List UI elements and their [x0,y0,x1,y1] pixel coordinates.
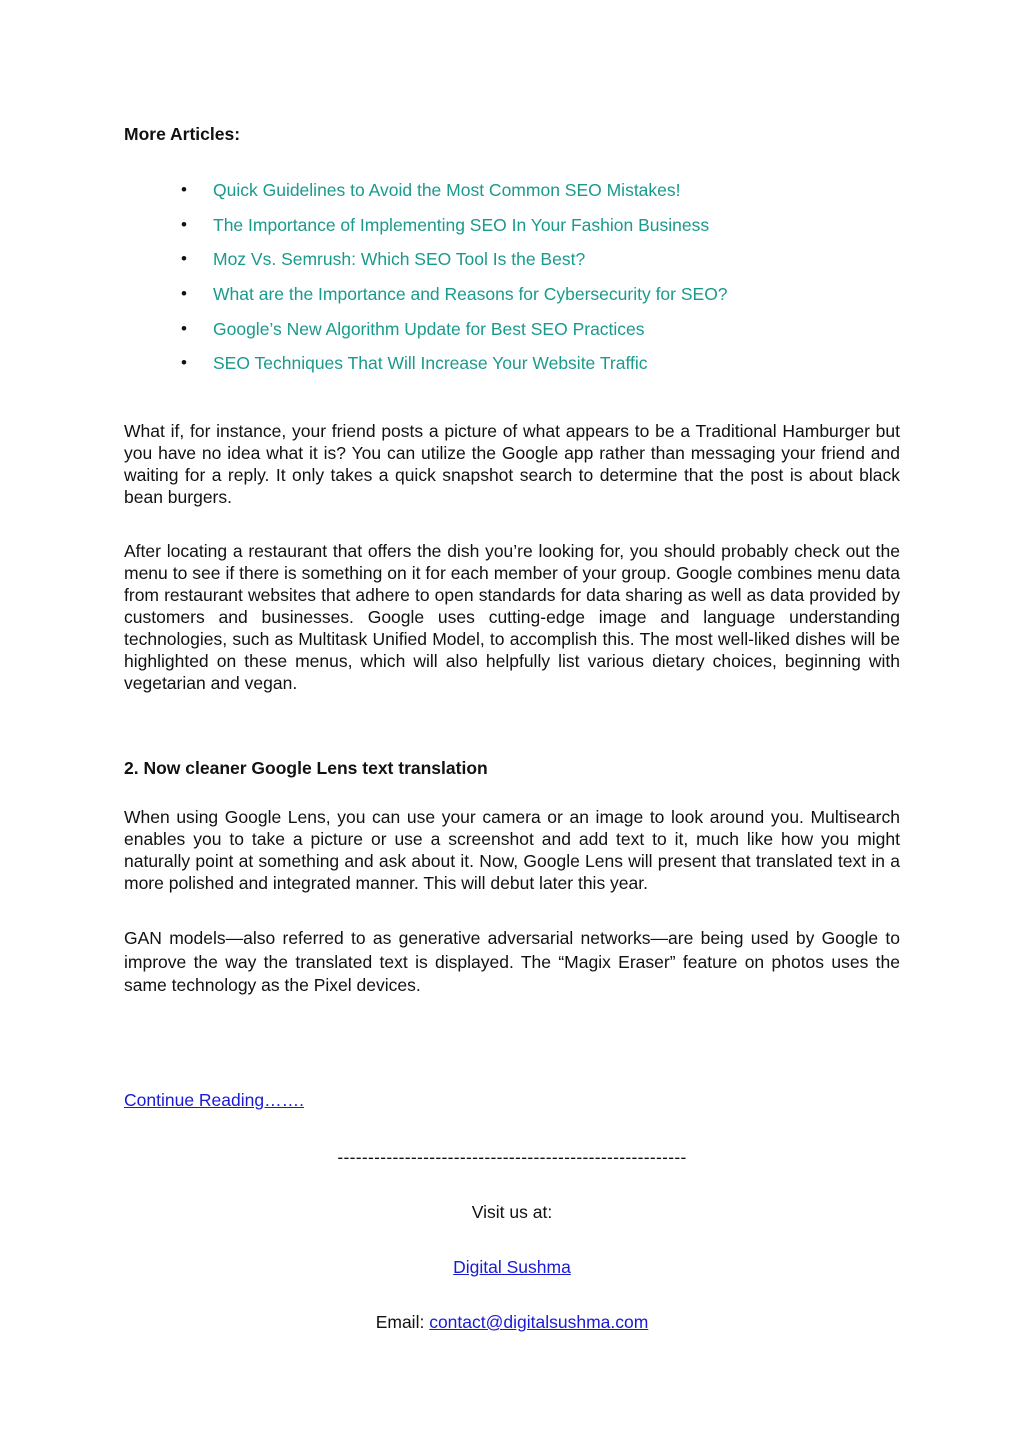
bullet-icon: • [181,353,187,373]
article-link-seo-mistakes[interactable]: Quick Guidelines to Avoid the Most Common SEO Mistakes! [213,180,681,200]
list-item [124,317,900,352]
article-link-algorithm-update[interactable]: Google’s New Algorithm Update for Best SEO Practices [213,318,645,339]
paragraph-hamburger: What if, for instance, your friend posts a picture of what appears to be a Traditional Hamburger but you have no idea what it is? You can utilize the Google app rather than messaging your friend and waiting for a reply. It only takes a quick snapshot search to determine that the post is about black bean burgers. [124,421,900,507]
bullet-icon: • [181,318,187,338]
visit-us-label: Visit us at: [471,1202,553,1222]
divider-line: --------------------------------------------------------- [337,1147,687,1167]
list-item [124,351,900,386]
site-link-row [124,1257,900,1278]
paragraph-google-lens: When using Google Lens, you can use your camera or an image to look around you. Multisearch enables you to take a picture or use a screenshot and add text to it, much like how you might naturally point at something and ask about it. Now, Google Lens will present that translated text in a more polished and integrated manner. This will debut later this year. [124,807,900,893]
more-articles-title: More Articles: [124,124,241,144]
email-link[interactable]: contact@digitalsushma.com [429,1312,649,1332]
email-row [124,1312,900,1333]
article-link-cybersecurity-seo[interactable]: What are the Importance and Reasons for Cybersecurity for SEO? [213,284,728,305]
list-item [124,213,900,248]
bullet-icon: • [181,180,187,199]
bullet-icon: • [181,214,187,234]
bullet-icon: • [181,249,187,269]
bullet-icon: • [181,284,187,304]
email-label: Email: [375,1312,430,1332]
article-link-seo-techniques[interactable]: SEO Techniques That Will Increase Your Website Traffic [213,353,648,374]
more-articles-list [124,178,900,386]
article-link-moz-vs-semrush[interactable]: Moz Vs. Semrush: Which SEO Tool Is the Best? [213,249,586,270]
article-link-fashion-seo[interactable]: The Importance of Implementing SEO In Your Fashion Business [213,214,710,235]
section-heading-lens-translation: 2. Now cleaner Google Lens text translation [124,758,488,778]
paragraph-restaurant-menu: After locating a restaurant that offers the dish you’re looking for, you should probably check out the menu to see if there is something on it for each member of your group. Google combines menu data from restaurant websites that adhere to open standards for data sharing as well as data provided by customers and businesses. Google uses cutting-edge image and language understanding technologies, such as Multitask Unified Model, to accomplish this. The most well-liked dishes will be highlighted on these menus, which will also helpfully list various dietary choices, beginning with vegetarian and vegan. [124,541,900,693]
paragraph-gan-models: GAN models—also referred to as generative adversarial networks—are being used by Google to improve the way the translated text is displayed. The “Magix Eraser” feature on photos uses the same technology as the Pixel devices. [124,928,900,995]
list-item [124,247,900,282]
digital-sushma-link[interactable]: Digital Sushma [453,1257,571,1277]
list-item [124,282,900,317]
continue-reading-link[interactable]: Continue Reading……. [124,1090,304,1110]
list-item [124,178,900,213]
